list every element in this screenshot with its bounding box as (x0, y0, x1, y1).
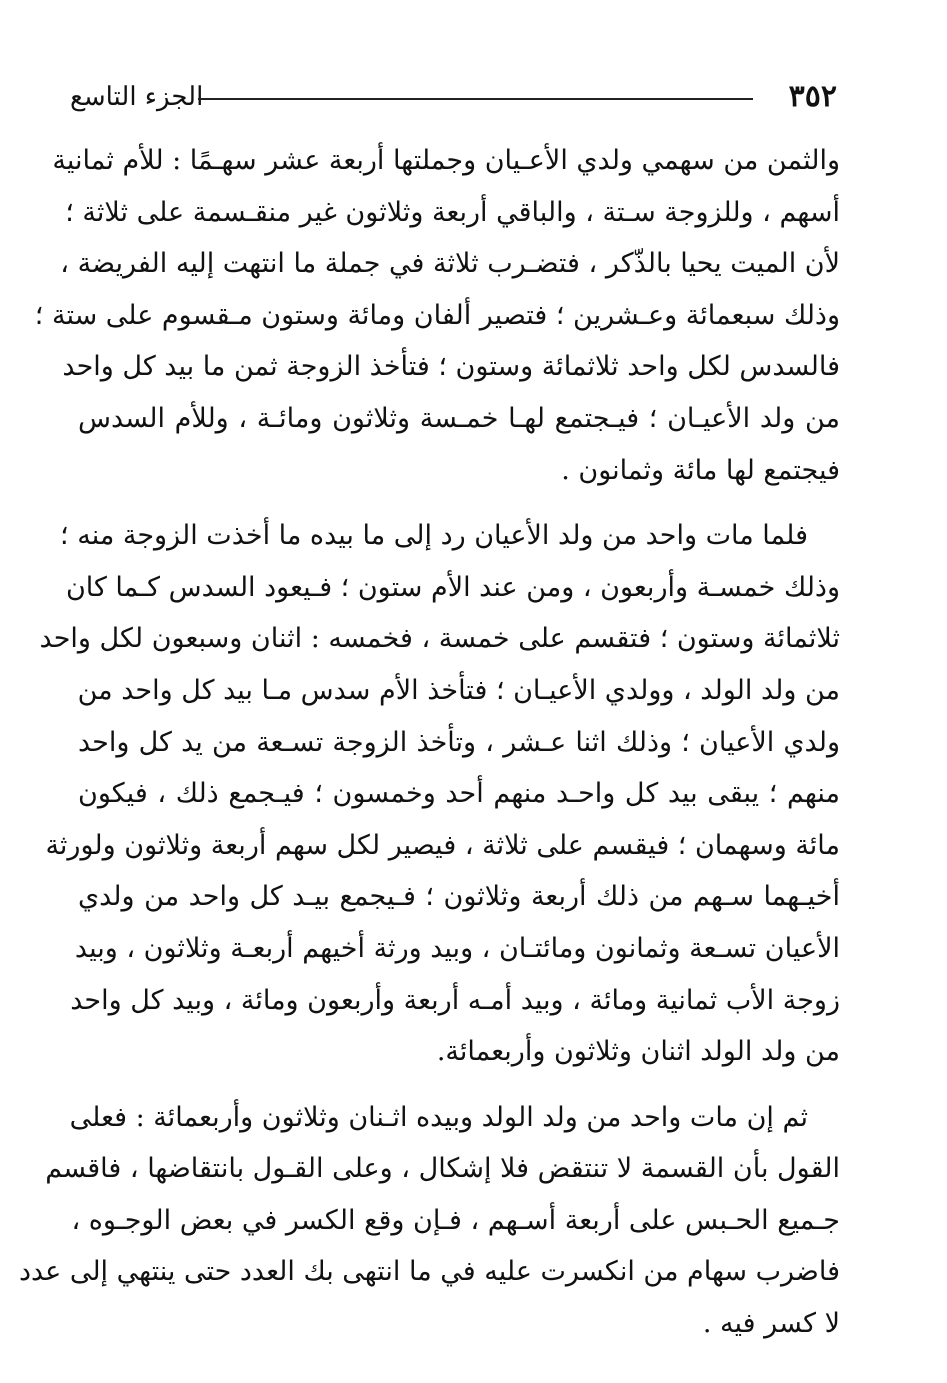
text-line: منهم ؛ يبقى بيد كل واحـد منهم أحد وخمسون ؛ فيـجمع ذلك ، فيكون (78, 778, 840, 810)
text-line: أخيـهما سـهم من ذلك أربعة وثلاثون ؛ فـيجمع بيـد كل واحد من ولدي (78, 881, 840, 913)
part-title: الجزء التاسع (70, 82, 204, 112)
page-header (70, 78, 837, 118)
paragraph-1 (34, 135, 840, 496)
text-line: لا كسر فيه . (702, 1308, 840, 1340)
paragraph-3 (18, 1092, 840, 1350)
text-line: ولدي الأعيان ؛ وذلك اثنا عـشر ، وتأخذ الزوجة تسـعة من يد كل واحد (78, 726, 840, 758)
text-line: فلما مات واحد من ولد الأعيان رد إلى ما بيده ما أخذت الزوجة منه ؛ (60, 520, 808, 552)
text-line: أسهم ، وللزوجة سـتة ، والباقي أربعة وثلاثون غير منقـسمة على ثلاثة ؛ (65, 196, 840, 228)
text-line: لأن الميت يحيا بالذّكر ، فتضـرب ثلاثة في جملة ما انتهت إليه الفريضة ، (60, 248, 840, 280)
text-line: من ولد الولد ، وولدي الأعيـان ؛ فتأخذ الأم سدس مـا بيد كل واحد من (77, 674, 840, 706)
text-line: القول بأن القسمة لا تنتقض فلا إشكال ، وعلى القـول بانتقاضها ، فاقسم (45, 1153, 840, 1185)
page-body (18, 135, 840, 1364)
text-line: جـميع الحـبس على أربعة أسـهم ، فـإن وقع الكسر في بعض الوجـوه ، (71, 1204, 840, 1236)
text-line: فاضرب سهام من انكسرت عليه في ما انتهى بك العدد حتى ينتهي إلى عدد (18, 1256, 840, 1288)
text-line: فيجتمع لها مائة وثمانون . (561, 454, 840, 486)
text-line: من ولد الأعيـان ؛ فيـجتمع لهـا خمـسة وثلاثون ومائـة ، وللأم السدس (78, 402, 840, 434)
text-line: مائة وسهمان ؛ فيقسم على ثلاثة ، فيصير لكل سهم أربعة وثلاثون ولورثة (45, 829, 840, 861)
text-line: من ولد الولد اثنان وثلاثون وأربعمائة. (436, 1036, 840, 1068)
text-line: زوجة الأب ثمانية ومائة ، وبيد أمـه أربعة وأربعون ومائة ، وبيد كل واحد (70, 984, 840, 1016)
page-number: ٣٥٢ (788, 79, 837, 114)
paragraph-2 (39, 510, 840, 1078)
text-line: فالسدس لكل واحد ثلاثمائة وستون ؛ فتأخذ الزوجة ثمن ما بيد كل واحد (62, 351, 840, 383)
text-line: ثلاثمائة وستون ؛ فتقسم على خمسة ، فخمسه : اثنان وسبعون لكل واحد (39, 623, 840, 655)
text-line: الأعيان تسـعة وثمانون ومائتـان ، وبيد ورثة أخيهم أربعـة وثلاثون ، وبيد (74, 932, 840, 964)
text-line: والثمن من سهمي ولدي الأعـيان وجملتها أربعة عشر سهـمًا : للأم ثمانية (52, 145, 840, 176)
header-rule (198, 98, 753, 100)
text-line: وذلك سبعمائة وعـشرين ؛ فتصير ألفان ومائة وستون مـقسوم على ستة ؛ (34, 299, 840, 331)
text-line: ثم إن مات واحد من ولد الولد وبيده اثـنان وثلاثون وأربعمائة : فعلى (69, 1101, 808, 1133)
text-line: وذلك خمسـة وأربعون ، ومن عند الأم ستون ؛ فـيعود السدس كـما كان (65, 571, 840, 603)
